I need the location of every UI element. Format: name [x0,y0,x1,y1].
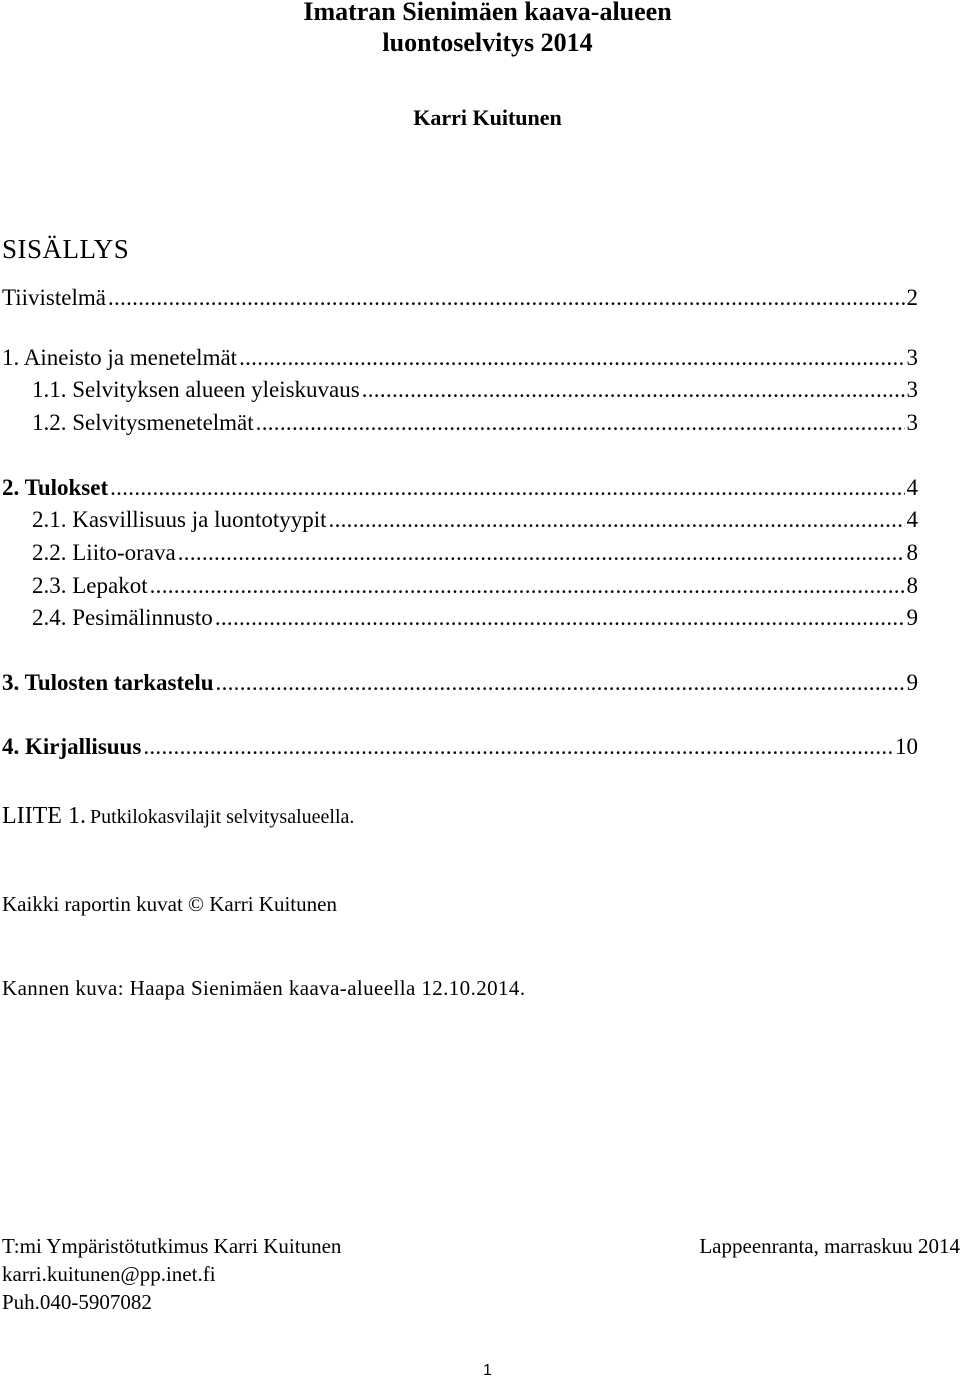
toc-entry-title [32,375,360,405]
toc-entry-page: 4 [906,507,918,532]
toc-entry-title [32,571,148,601]
toc-entry [32,408,918,438]
appendix-description: Putkilokasvilajit selvitysalueella. [89,806,355,828]
toc-dot-leader [143,732,893,762]
toc-entry-number: 2.4. [32,605,67,630]
toc-entry-title [32,603,213,633]
footer-contact [2,1232,341,1316]
photo-credit: Kaikki raportin kuvat © Karri Kuitunen [2,892,337,916]
toc-entry-text: Kasvillisuus ja luontotyypit [72,507,327,532]
toc-dot-leader [215,603,905,633]
toc-entry-text: Selvityksen alueen yleiskuvaus [72,377,360,402]
toc-entry-title [2,732,141,762]
toc-entry-text: Tulosten tarkastelu [24,670,214,695]
toc-entry-page: 3 [906,410,918,435]
page-number: 1 [483,1362,492,1379]
toc-dot-leader [150,571,905,601]
footer-phone: Puh.040-5907082 [2,1290,152,1314]
toc-entry-text: Pesimälinnusto [72,605,213,630]
toc-entry-page: 8 [906,573,918,598]
toc-dot-leader [239,343,904,373]
appendix-label: LIITE 1. [2,803,86,829]
toc-entry-title [32,505,327,535]
toc-entry-number: 2.3. [32,573,67,598]
toc-entry [32,603,918,633]
title-line-1: Imatran Sienimäen kaava-alueen [303,0,672,26]
toc-dot-leader [256,408,905,438]
cover-photo-caption: Kannen kuva: Haapa Sienimäen kaava-alueella 12.10.2014. [2,976,526,1000]
toc-entry-text: Selvitysmenetelmät [72,410,254,435]
toc-entry [2,473,918,503]
toc-entry-page: 10 [895,734,918,759]
toc-entry-title [32,538,176,568]
toc-dot-leader [362,375,905,405]
toc-dot-leader [110,473,904,503]
toc-entry-title [2,343,237,373]
toc-entry-text: Liito-orava [72,540,176,565]
toc-entry-number: 4. [2,734,20,759]
toc-entry-text: Aineisto ja menetelmät [23,345,238,370]
title-line-2: luontoselvitys 2014 [382,28,593,57]
document-title [0,0,960,58]
footer-place-date: Lappeenranta, marraskuu 2014 [699,1234,960,1258]
toc-entry-text: Kirjallisuus [25,734,142,759]
toc-entry-page: 2 [906,285,918,310]
toc-dot-leader [216,668,905,698]
toc-dot-leader [329,505,905,535]
toc-entry-number: 1.2. [32,410,67,435]
toc-entry-title [2,668,214,698]
toc-entry-text: Tulokset [24,475,109,500]
toc-entry [2,283,918,313]
footer-company: T:mi Ympäristötutkimus Karri Kuitunen [2,1234,342,1258]
toc-dot-leader [178,538,905,568]
toc-entry [32,538,918,568]
toc-entry-number: 3. [2,670,20,695]
toc-entry-page: 9 [906,670,918,695]
toc-dot-leader [108,283,905,313]
toc-entry [32,375,918,405]
toc-entry [32,571,918,601]
toc-entry-page: 4 [906,475,918,500]
toc-entry-title [2,283,106,313]
footer-email: karri.kuitunen@pp.inet.fi [2,1262,216,1286]
toc-entry [32,505,918,535]
toc-entry-number: 2.2. [32,540,67,565]
toc-entry-page: 8 [906,540,918,565]
toc-entry-number: 1.1. [32,377,67,402]
toc-heading: SISÄLLYS [2,234,130,264]
toc-entry [2,668,918,698]
toc-entry-page: 3 [906,345,918,370]
toc-entry-title [32,408,254,438]
appendix-entry [2,800,354,835]
toc-entry-number: 1. [2,345,20,370]
toc-entry-title [2,473,108,503]
toc-entry-number: 2.1. [32,507,67,532]
toc-entry-number: 2. [2,475,20,500]
toc-entry-page: 3 [906,377,918,402]
toc-entry [2,732,918,762]
document-author: Karri Kuitunen [413,105,562,130]
toc-entry-text: Lepakot [72,573,148,598]
toc-entry-page: 9 [906,605,918,630]
toc-entry-text: Tiivistelmä [2,285,106,310]
toc-entry [2,343,918,373]
